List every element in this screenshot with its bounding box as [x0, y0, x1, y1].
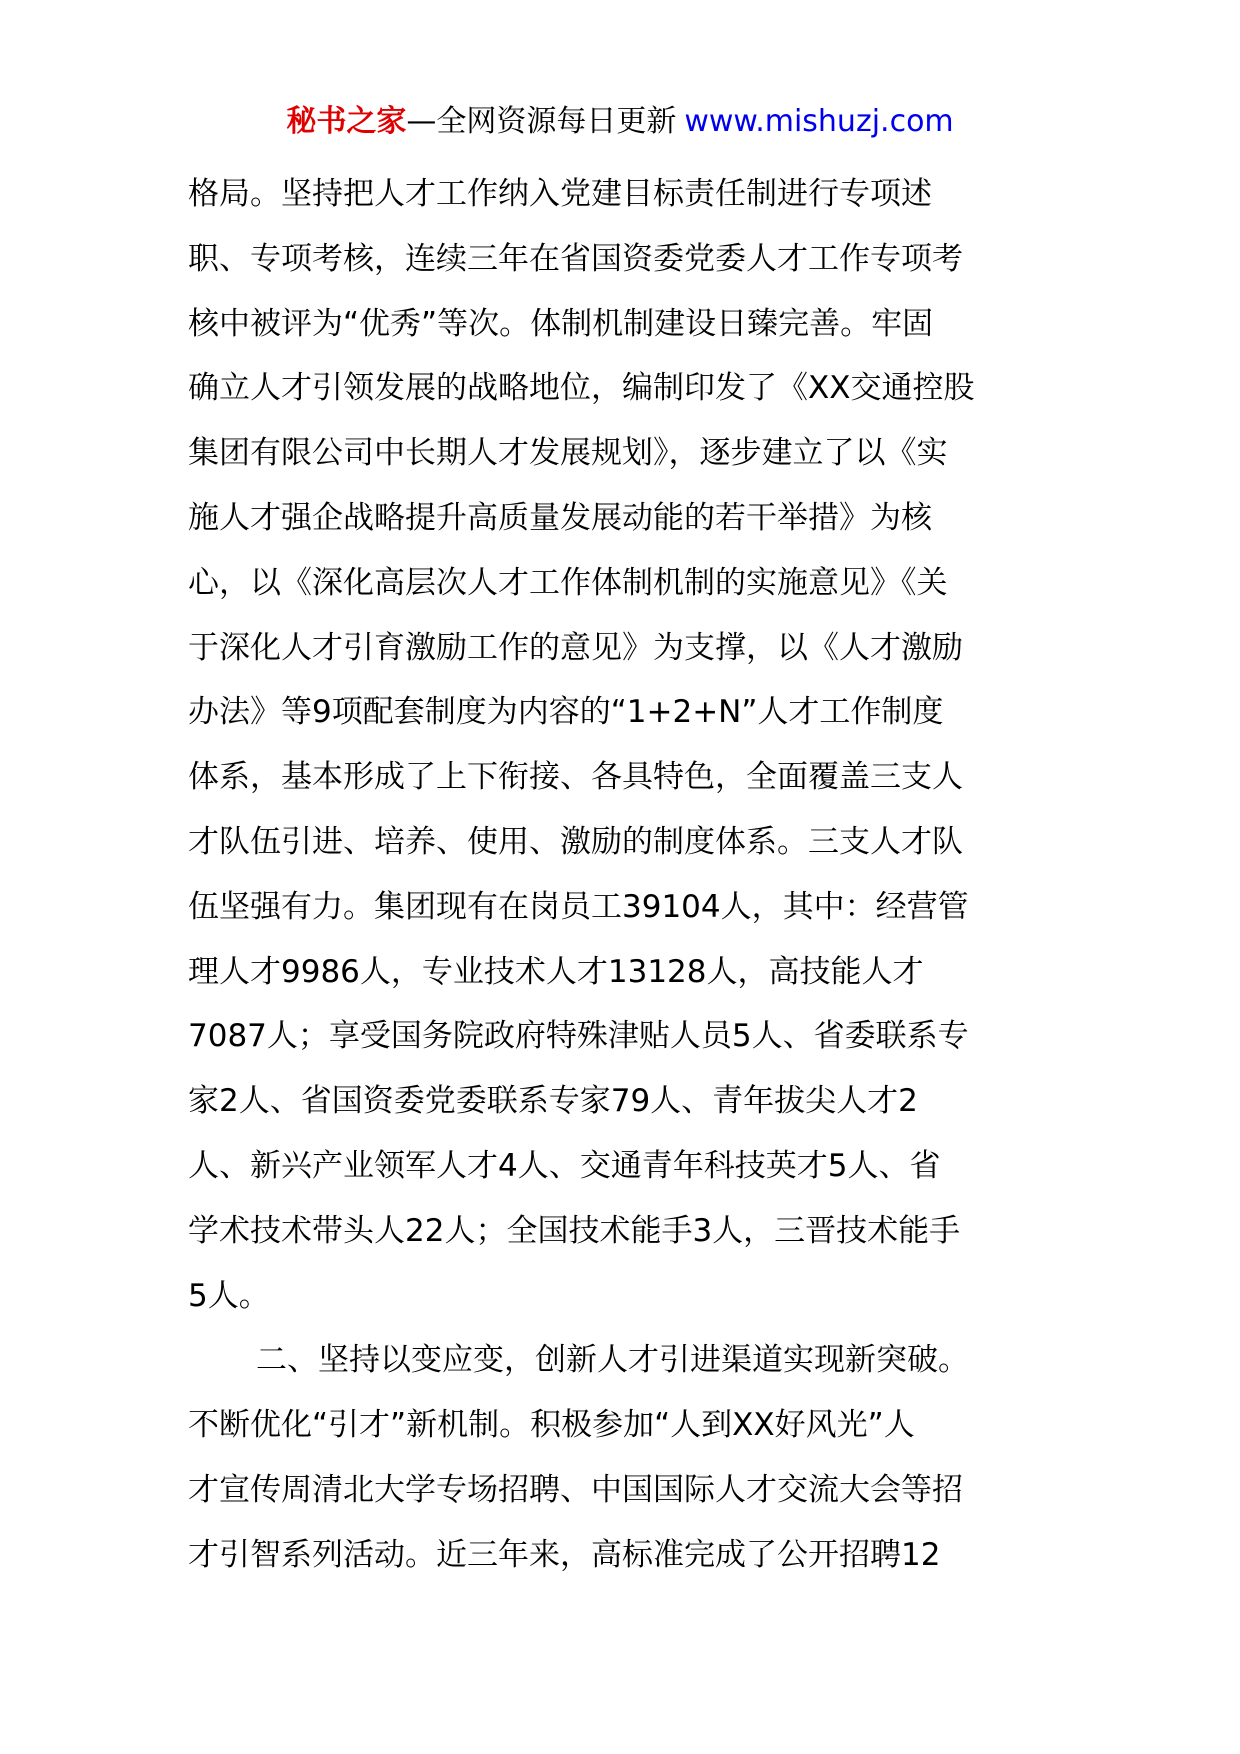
site-tagline: —全网资源每日更新 [406, 104, 677, 139]
text-line: 于深化人才引育激励工作的意见》为支撑，以《人才激励 [188, 629, 963, 666]
text-line: 才宣传周清北大学专场招聘、中国国际人才交流大会等招 [188, 1471, 963, 1508]
document-body [188, 162, 1060, 1588]
text-line: 集团有限公司中长期人才发展规划》，逐步建立了以《实 [188, 435, 948, 472]
site-url-link[interactable]: www.mishuzj.com [684, 104, 954, 139]
text-line: 才引智系列活动。近三年来，高标准完成了公开招聘12 [188, 1536, 941, 1573]
text-line: 伍坚强有力。集团现有在岗员工39104人，其中：经营管 [188, 888, 969, 925]
text-line: 人、新兴产业领军人才4人、交通青年科技英才5人、省 [188, 1147, 941, 1184]
text-line: 确立人才引领发展的战略地位，编制印发了《XX交通控股 [188, 370, 975, 407]
text-line: 家2人、省国资委党委联系专家79人、青年拔尖人才2 [188, 1083, 918, 1120]
text-line: 施人才强企战略提升高质量发展动能的若干举措》为核 [188, 499, 932, 536]
text-line: 5人。 [188, 1277, 270, 1314]
text-line: 格局。坚持把人才工作纳入党建目标责任制进行专项述 [188, 176, 932, 212]
text-line: 才队伍引进、培养、使用、激励的制度体系。三支人才队 [188, 823, 963, 860]
text-line: 不断优化“引才”新机制。积极参加“人到XX好风光”人 [188, 1407, 915, 1444]
text-line: 办法》等9项配套制度为内容的“1+2+N”人才工作制度 [188, 694, 944, 731]
text-line: 7087人；享受国务院政府特殊津贴人员5人、省委联系专 [188, 1018, 969, 1055]
text-line: 核中被评为“优秀”等次。体制机制建设日臻完善。牢固 [188, 305, 934, 342]
text-line: 职、专项考核，连续三年在省国资委党委人才工作专项考 [188, 240, 963, 277]
text-line: 体系，基本形成了上下衔接、各具特色，全面覆盖三支人 [188, 759, 963, 796]
text-line: 心，以《深化高层次人才工作体制机制的实施意见》《关 [188, 564, 948, 601]
section-heading-line: 二、坚持以变应变，创新人才引进渠道实现新突破。 [256, 1342, 969, 1379]
text-line: 学术技术带头人22人；全国技术能手3人，三晋技术能手 [188, 1212, 961, 1249]
page-header [0, 100, 1240, 144]
text-line: 理人才9986人，专业技术人才13128人，高技能人才 [188, 953, 924, 990]
site-brand: 秘书之家 [286, 104, 407, 139]
